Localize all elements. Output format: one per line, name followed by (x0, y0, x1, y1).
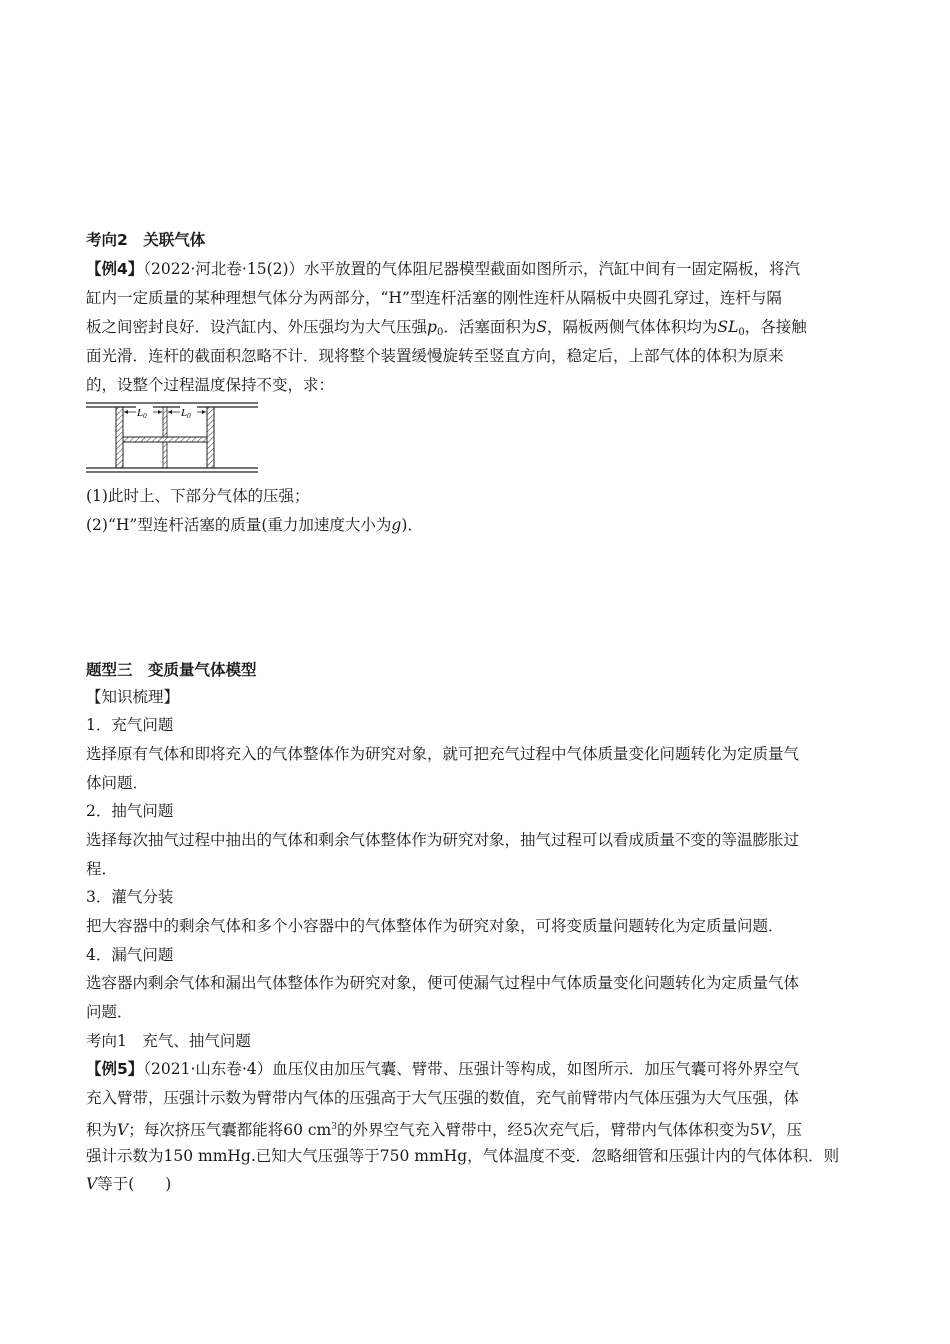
connecting-rod (123, 437, 207, 442)
example5-line1 (86, 1058, 799, 1080)
knowledge-tag: 【知识梳理】 (86, 688, 180, 706)
question-2-end: )． (401, 516, 423, 534)
item2-line1: 选择每次抽气过程中抽出的气体和剩余气体整体作为研究对象，抽气过程可以看成质量不变的等温膨胀过 (86, 831, 800, 849)
label-l0-left: L0 (137, 407, 147, 420)
item4-line2: 问题． (86, 1003, 133, 1021)
example5-text-3b: ；每次挤压气囊都能将60 cm (128, 1121, 332, 1139)
example4-text-3a: 板之间密封良好．设汽缸内、外压强均为大气压强 (86, 318, 428, 336)
direction1-heading: 考向1 充气、抽气问题 (86, 1032, 251, 1050)
item3-title: 3．灌气分装 (86, 888, 174, 906)
question-2-text: (2)“H”型连杆活塞的质量(重力加速度大小为 (86, 516, 392, 534)
example4-line2: 缸内一定质量的某种理想气体分为两部分，“H”型连杆活塞的刚性连杆从隔板中央圆孔穿过，连杆与隔 (86, 289, 782, 307)
label-l0-right: L0 (181, 407, 191, 420)
example5-text-3a: 积为 (86, 1121, 118, 1139)
section-heading-associated-gas: 考向2 关联气体 (86, 231, 206, 249)
gas-damper-figure (86, 400, 261, 475)
example5-text-1: （2021·山东卷·4）血压仪由加压气囊、臂带、压强计等构成，如图所示．加压气囊可将外界空气 (143, 1060, 800, 1078)
partition-top (163, 407, 167, 437)
example4-text-3c: ，隔板两侧气体体积均为 (546, 318, 718, 336)
example4-line4: 面光滑．连杆的截面积忽略不计．现将整个装置缓慢旋转至竖直方向，稳定后，上部气体的体积为原来 (86, 347, 784, 365)
example4-text-3b: ．活塞面积为 (443, 318, 537, 336)
example5-line4: 强计示数为150 mmHg.已知大气压强等于750 mmHg，气体温度不变．忽略细管和压强计内的气体体积．则 (86, 1147, 840, 1165)
item1-line2: 体问题． (86, 774, 149, 792)
example5-tag: 【例5】 (86, 1060, 144, 1078)
volume-subscript: 0 (738, 327, 745, 338)
example4-tag: 【例4】 (86, 260, 144, 278)
p0-subscript: 0 (436, 327, 444, 338)
item1-title: 1．充气问题 (86, 716, 174, 734)
example5-text-3c: 的外界空气充入臂带中，经5次充气后，臂带内气体体积变为5 (336, 1121, 760, 1139)
question-2 (86, 514, 423, 536)
example4-line3 (86, 316, 807, 344)
left-piston (116, 407, 123, 468)
section-heading-variable-mass: 题型三 变质量气体模型 (86, 661, 257, 679)
answer-blank: 等于( ) (97, 1175, 172, 1193)
item3-line1: 把大容器中的剩余气体和多个小容器中的气体整体作为研究对象，可将变质量问题转化为定质量问题． (86, 917, 784, 935)
item4-title: 4．漏气问题 (86, 946, 174, 964)
volume-symbol: SL (717, 318, 739, 336)
example4-line5: 的，设整个过程温度保持不变，求： (86, 376, 335, 394)
volume-5v-symbol: V (759, 1121, 771, 1139)
cm-cubed-superscript: 3 (331, 1122, 337, 1132)
item2-title: 2．抽气问题 (86, 802, 174, 820)
gravity-symbol: g (391, 516, 402, 534)
right-piston (207, 407, 214, 468)
example5-line2: 充入臂带，压强计示数为臂带内气体的压强高于大气压强的数值，充气前臂带内气体压强为大气压强，体 (86, 1089, 800, 1107)
area-symbol: S (536, 318, 547, 336)
example5-line3 (86, 1116, 802, 1141)
item4-line1: 选容器内剩余气体和漏出气体整体作为研究对象，便可使漏气过程中气体质量变化问题转化为定质量气体 (86, 974, 800, 992)
volume-v-symbol: V (117, 1121, 129, 1139)
example5-text-3d: ，压 (770, 1121, 802, 1139)
question-1: (1)此时上、下部分气体的压强； (86, 487, 310, 505)
partition-bottom (163, 442, 167, 468)
volume-v-answer-symbol: V (86, 1175, 98, 1193)
example5-line5 (86, 1173, 171, 1195)
example4-text-1: （2022·河北卷·15(2)）水平放置的气体阻尼器模型截面如图所示，汽缸中间有一固定隔板，将汽 (143, 260, 801, 278)
example4-line1 (86, 258, 800, 280)
item2-line2: 程． (86, 860, 118, 878)
item1-line1: 选择原有气体和即将充入的气体整体作为研究对象，就可把充气过程中气体质量变化问题转化为定质量气 (86, 745, 800, 763)
p0-symbol: p (427, 318, 437, 336)
example4-text-3d: ，各接触 (744, 318, 807, 336)
